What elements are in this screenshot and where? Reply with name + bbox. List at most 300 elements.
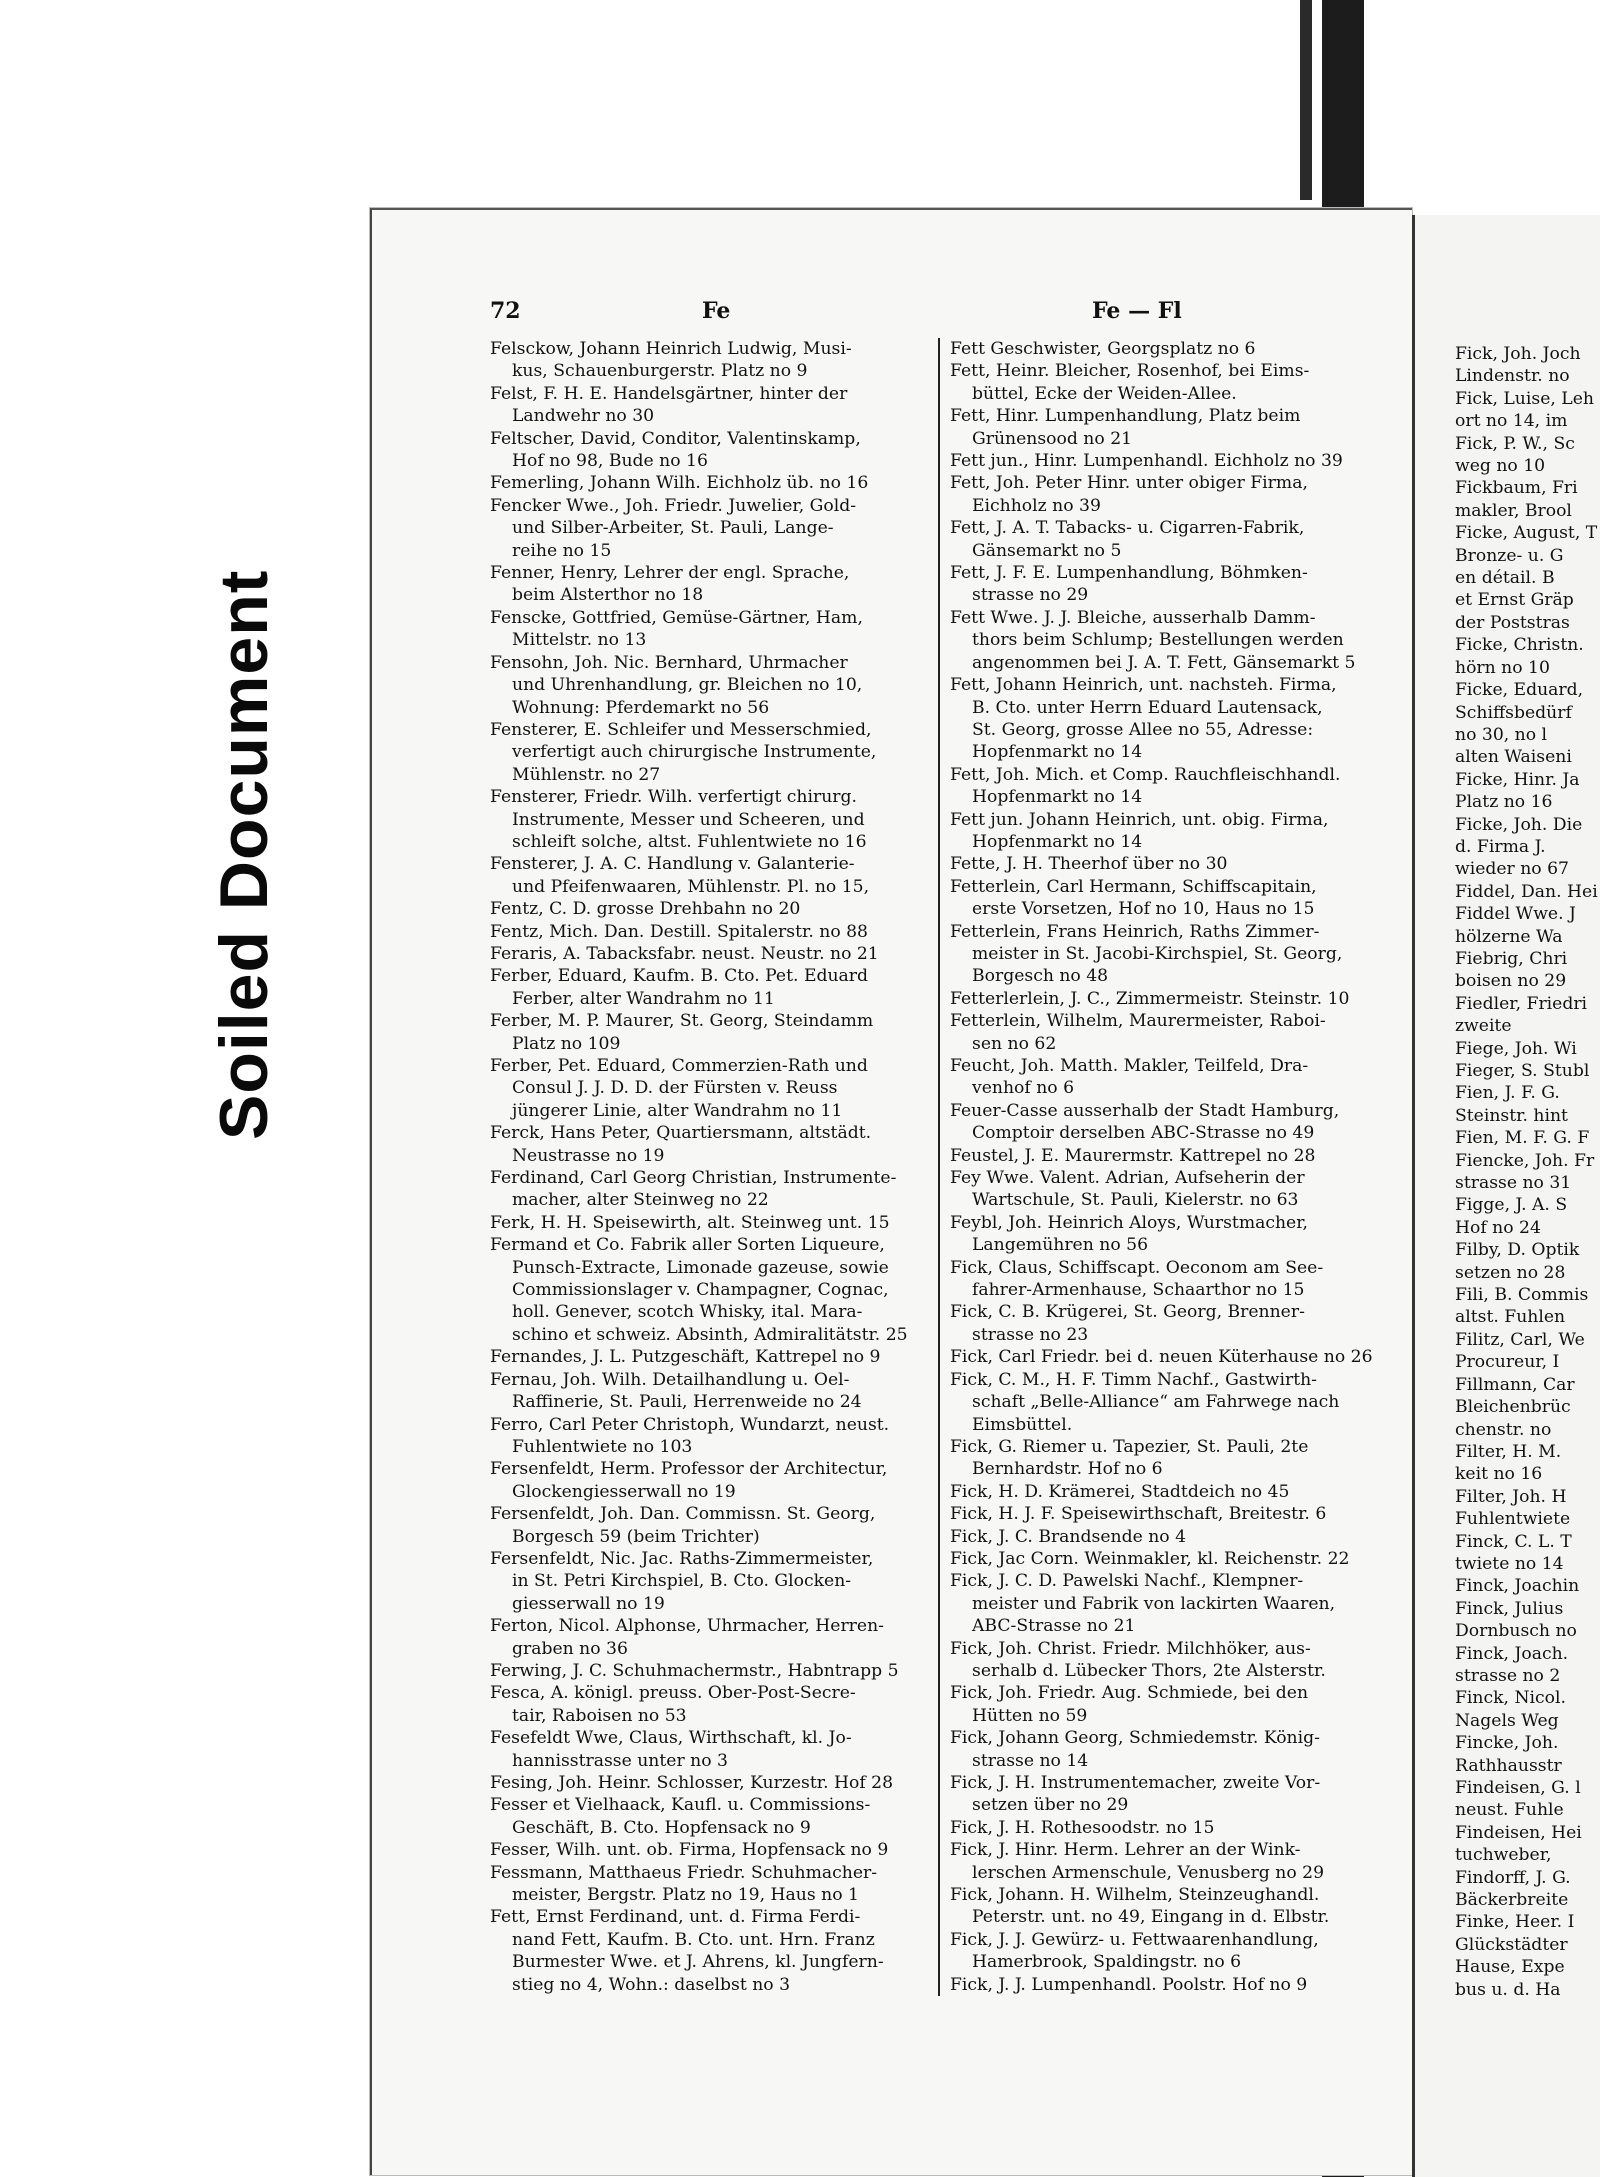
fragment-line: Finck, Joachin — [1455, 1576, 1580, 1597]
fragment-line: zweite — [1455, 1016, 1512, 1037]
fragment-line: no 30, no l — [1455, 724, 1548, 745]
directory-entry — [490, 1503, 940, 1548]
fragment-line: Figge, J. A. S — [1455, 1195, 1568, 1216]
entry-line: büttel, Ecke der Weiden-Allee. — [972, 383, 1237, 404]
entry-line: fahrer-Armenhause, Schaarthor no 15 — [972, 1280, 1305, 1301]
directory-entry — [490, 786, 940, 853]
entry-line: Hopfenmarkt no 14 — [972, 787, 1143, 808]
entry-line: Fermand et Co. Fabrik aller Sorten Liqueure, — [490, 1235, 885, 1256]
directory-entry — [490, 1346, 940, 1368]
entry-line: Fick, Joh. Friedr. Aug. Schmiede, bei den — [950, 1683, 1309, 1704]
entry-line: kus, Schauenburgerstr. Platz no 9 — [512, 361, 808, 382]
entry-line: Hof no 98, Bude no 16 — [512, 451, 708, 472]
entry-line: Fick, C. B. Krügerei, St. Georg, Brenner- — [950, 1302, 1305, 1323]
fragment-line: Fincke, Joh. — [1455, 1733, 1559, 1754]
fragment-line: Fiddel, Dan. Hei — [1455, 881, 1598, 902]
fragment-line: Fick, Joh. Joch — [1455, 344, 1581, 364]
fragment-line: Finck, C. L. T — [1455, 1531, 1572, 1552]
entry-line: Fesser, Wilh. unt. ob. Firma, Hopfensack no 9 — [490, 1840, 889, 1861]
directory-entry — [490, 943, 940, 965]
page-number: 72 — [490, 298, 521, 324]
directory-entry — [950, 921, 1398, 988]
dark-background-corner — [1300, 0, 1312, 200]
directory-entry — [950, 472, 1398, 517]
entry-line: angenommen bei J. A. T. Fett, Gänsemarkt 5 — [972, 652, 1356, 673]
fragment-line: twiete no 14 — [1455, 1553, 1564, 1574]
entry-line: Feltscher, David, Conditor, Valentinskamp, — [490, 428, 861, 449]
entry-line: Fersenfeldt, Joh. Dan. Commissn. St. Georg, — [490, 1504, 876, 1525]
left-running-head: Fe — [702, 298, 731, 324]
fragment-line: Filitz, Carl, We — [1455, 1329, 1585, 1350]
entry-line: Fentz, Mich. Dan. Destill. Spitalerstr. no 88 — [490, 921, 868, 942]
entry-line: Fick, C. M., H. F. Timm Nachf., Gastwirth- — [950, 1369, 1317, 1390]
entry-line: Fessmann, Matthaeus Friedr. Schuhmacher- — [490, 1862, 878, 1883]
directory-entry — [490, 898, 940, 920]
fragment-line: Fiedler, Friedri — [1455, 993, 1588, 1014]
entry-line: Fetterlerlein, J. C., Zimmermeistr. Steinstr. 10 — [950, 988, 1350, 1009]
entry-line: lerschen Armenschule, Venusberg no 29 — [972, 1862, 1325, 1883]
fragment-line: strasse no 31 — [1455, 1173, 1572, 1194]
entry-line: Mittelstr. no 13 — [512, 630, 647, 651]
directory-entry — [950, 1570, 1398, 1637]
entry-line: Fensterer, E. Schleifer und Messerschmied, — [490, 719, 872, 740]
entry-line: Langemühren no 56 — [972, 1235, 1149, 1256]
entry-line: Eimsbüttel. — [972, 1414, 1073, 1435]
entry-line: Fernau, Joh. Wilh. Detailhandlung u. Oel- — [490, 1369, 850, 1390]
fragment-line: der Poststras — [1455, 612, 1570, 633]
fragment-line: bus u. d. Ha — [1455, 1979, 1561, 2000]
directory-entry — [950, 1346, 1398, 1368]
entry-line: Feraris, A. Tabacksfabr. neust. Neustr. no 21 — [490, 943, 879, 964]
directory-entry — [490, 1862, 940, 1907]
entry-line: Fick, J. C. Brandsende no 4 — [950, 1526, 1187, 1547]
directory-entry — [490, 965, 940, 1010]
entry-line: Fenscke, Gottfried, Gemüse-Gärtner, Ham, — [490, 607, 863, 628]
entry-line: Geschäft, B. Cto. Hopfensack no 9 — [512, 1817, 811, 1838]
entry-line: verfertigt auch chirurgische Instrumente, — [512, 742, 877, 763]
entry-line: Fick, J. H. Instrumentemacher, zweite Vor- — [950, 1773, 1321, 1793]
fragment-line: neust. Fuhle — [1455, 1800, 1564, 1821]
entry-line: macher, alter Steinweg no 22 — [512, 1190, 769, 1211]
entry-line: strasse no 14 — [972, 1750, 1089, 1771]
directory-entry — [950, 988, 1398, 1010]
entry-line: Fersenfeldt, Nic. Jac. Raths-Zimmermeister, — [490, 1548, 874, 1569]
directory-entry — [950, 1167, 1398, 1212]
entry-line: graben no 36 — [512, 1638, 628, 1659]
fragment-line: Bäckerbreite — [1455, 1890, 1569, 1911]
entry-line: und Uhrenhandlung, gr. Bleichen no 10, — [512, 675, 863, 696]
entry-line: Fett, J. F. E. Lumpenhandlung, Böhmken- — [950, 563, 1308, 584]
fragment-line: Filter, Joh. H — [1455, 1486, 1567, 1507]
left-column — [490, 338, 940, 1996]
entry-line: Fesser et Vielhaack, Kaufl. u. Commissions- — [490, 1795, 871, 1816]
fragment-line: Fillmann, Car — [1455, 1374, 1575, 1395]
entry-line: Fick, J. J. Gewürz- u. Fettwaarenhandlung, — [950, 1929, 1319, 1950]
entry-line: holl. Genever, scotch Whisky, ital. Mara- — [512, 1302, 863, 1323]
entry-line: Borgesch no 48 — [972, 966, 1109, 987]
entry-line: Comptoir derselben ABC-Strasse no 49 — [972, 1123, 1315, 1144]
entry-line: Fick, Joh. Christ. Friedr. Milchhöker, aus- — [950, 1638, 1311, 1659]
fragment-line: ort no 14, im — [1455, 411, 1568, 432]
fragment-line: et Ernst Gräp — [1455, 590, 1574, 611]
entry-line: schleift solche, altst. Fuhlentwiete no 16 — [512, 831, 867, 852]
fragment-line: Platz no 16 — [1455, 792, 1553, 813]
entry-line: Fencker Wwe., Joh. Friedr. Juwelier, Gold- — [490, 495, 857, 516]
fragment-line: Fick, P. W., Sc — [1455, 433, 1575, 454]
entry-line: Eichholz no 39 — [972, 495, 1101, 516]
entry-line: Gänsemarkt no 5 — [972, 540, 1122, 561]
directory-entry — [950, 607, 1398, 674]
entry-line: ABC-Strasse no 21 — [972, 1616, 1136, 1637]
entry-line: Fensohn, Joh. Nic. Bernhard, Uhrmacher — [490, 652, 848, 673]
directory-entry — [490, 562, 940, 607]
entry-line: strasse no 29 — [972, 585, 1089, 606]
fragment-line: Nagels Weg — [1455, 1710, 1559, 1731]
entry-line: Fette, J. H. Theerhof über no 30 — [950, 854, 1228, 875]
directory-entry — [950, 1145, 1398, 1167]
entry-line: Feucht, Joh. Matth. Makler, Teilfeld, Dra- — [950, 1056, 1309, 1076]
entry-line: erste Vorsetzen, Hof no 10, Haus no 15 — [972, 899, 1315, 920]
directory-entry — [950, 1772, 1398, 1817]
entry-line: Ferton, Nicol. Alphonse, Uhrmacher, Herren- — [490, 1616, 884, 1637]
directory-entry — [490, 338, 940, 383]
fragment-line: Findorff, J. G. — [1455, 1867, 1571, 1888]
entry-line: Neustrasse no 19 — [512, 1145, 665, 1166]
entry-line: Ferber, Eduard, Kaufm. B. Cto. Pet. Eduard — [490, 966, 869, 987]
entry-line: Ferber, alter Wandrahm no 11 — [512, 988, 775, 1009]
entry-line: Fett, Ernst Ferdinand, unt. d. Firma Ferdi- — [490, 1907, 861, 1928]
entry-line: strasse no 23 — [972, 1324, 1089, 1345]
directory-page — [370, 208, 1412, 2175]
entry-line: setzen über no 29 — [972, 1795, 1129, 1816]
entry-line: Ferro, Carl Peter Christoph, Wundarzt, neust. — [490, 1414, 890, 1435]
entry-line: Ferk, H. H. Speisewirth, alt. Steinweg unt. 15 — [490, 1212, 890, 1233]
fragment-line: d. Firma J. — [1455, 836, 1546, 857]
fragment-line: Fiencke, Joh. Fr — [1455, 1150, 1595, 1171]
entry-line: Felst, F. H. E. Handelsgärtner, hinter der — [490, 383, 848, 404]
directory-entry — [950, 1436, 1398, 1481]
entry-line: Hütten no 59 — [972, 1705, 1088, 1726]
entry-line: Fick, J. J. Lumpenhandl. Poolstr. Hof no 9 — [950, 1974, 1308, 1995]
directory-entry — [950, 1727, 1398, 1772]
fragment-line: Lindenstr. no — [1455, 366, 1570, 387]
directory-entry — [490, 1458, 940, 1503]
directory-entry — [950, 360, 1398, 405]
directory-entry — [490, 1055, 940, 1122]
entry-line: Feybl, Joh. Heinrich Aloys, Wurstmacher, — [950, 1212, 1309, 1233]
entry-line: Borgesch 59 (beim Trichter) — [512, 1526, 760, 1547]
directory-entry — [490, 1906, 940, 1996]
fragment-line: Findeisen, G. l — [1455, 1778, 1581, 1798]
entry-line: Grünensood no 21 — [972, 428, 1133, 449]
directory-entry — [490, 472, 940, 494]
middle-column — [938, 338, 1398, 1996]
directory-entry — [490, 607, 940, 652]
entry-line: serhalb d. Lübecker Thors, 2te Alsterstr. — [972, 1660, 1326, 1681]
fragment-line: Finck, Joach. — [1455, 1643, 1569, 1664]
fragment-line: Finck, Julius — [1455, 1598, 1564, 1619]
entry-line: Fett, Joh. Peter Hinr. unter obiger Firma, — [950, 473, 1308, 494]
fragment-line: Bleichenbrüc — [1455, 1397, 1571, 1418]
directory-entry — [950, 1839, 1398, 1884]
entry-line: Raffinerie, St. Pauli, Herrenweide no 24 — [512, 1392, 862, 1413]
directory-entry — [490, 853, 940, 898]
directory-entry — [950, 338, 1398, 360]
directory-entry — [950, 853, 1398, 875]
entry-line: Landwehr no 30 — [512, 406, 655, 427]
next-page-edge — [1412, 215, 1600, 2177]
entry-line: Fetterlein, Frans Heinrich, Raths Zimmer- — [950, 921, 1320, 942]
directory-entry — [950, 1301, 1398, 1346]
entry-line: Mühlenstr. no 27 — [512, 764, 661, 785]
fragment-line: Fuhlentwiete — [1455, 1509, 1571, 1530]
fragment-line: Fick, Luise, Leh — [1455, 388, 1594, 409]
fragment-line: Ficke, Eduard, — [1455, 680, 1584, 701]
fragment-line: Ficke, Christn. — [1455, 635, 1584, 656]
entry-line: B. Cto. unter Herrn Eduard Lautensack, — [972, 697, 1323, 718]
fragment-line: setzen no 28 — [1455, 1262, 1566, 1283]
directory-entry — [950, 1974, 1398, 1996]
directory-entry — [490, 1615, 940, 1660]
entry-line: Fesing, Joh. Heinr. Schlosser, Kurzestr. Hof 28 — [490, 1773, 894, 1793]
fragment-line: Fien, M. F. G. F — [1455, 1128, 1590, 1149]
fragment-line: Fickbaum, Fri — [1455, 478, 1578, 499]
entry-line: Fick, Jac Corn. Weinmakler, kl. Reichenstr. 22 — [950, 1548, 1350, 1569]
directory-entry — [950, 562, 1398, 607]
entry-line: Fersenfeldt, Herm. Professor der Architectur, — [490, 1459, 888, 1480]
directory-entry — [490, 1369, 940, 1414]
entry-line: Fick, G. Riemer u. Tapezier, St. Pauli, 2te — [950, 1436, 1309, 1457]
entry-line: Hopfenmarkt no 14 — [972, 831, 1143, 852]
directory-entry — [490, 1212, 940, 1234]
directory-entry — [950, 876, 1398, 921]
entry-line: Fernandes, J. L. Putzgeschäft, Kattrepel no 9 — [490, 1347, 881, 1368]
entry-line: Fick, J. H. Rothesoodstr. no 15 — [950, 1817, 1215, 1838]
fragment-line: wieder no 67 — [1455, 859, 1569, 880]
fragment-line: chenstr. no — [1455, 1419, 1552, 1440]
fragment-line: Ficke, Hinr. Ja — [1455, 769, 1580, 790]
fragment-line: Glückstädter — [1455, 1934, 1568, 1955]
fragment-line: Fiebrig, Chri — [1455, 948, 1568, 969]
entry-line: beim Alsterthor no 18 — [512, 585, 704, 606]
entry-line: Fick, Johann Georg, Schmiedemstr. König- — [950, 1728, 1320, 1749]
entry-line: hannisstrasse unter no 3 — [512, 1750, 728, 1771]
directory-entry — [490, 1414, 940, 1459]
entry-line: Wohnung: Pferdemarkt no 56 — [512, 697, 770, 718]
directory-entry — [490, 1794, 940, 1839]
fragment-line: Hof no 24 — [1455, 1217, 1541, 1238]
entry-line: Fensterer, J. A. C. Handlung v. Galanterie- — [490, 854, 855, 875]
fragment-line: Filby, D. Optik — [1455, 1240, 1580, 1261]
entry-line: Punsch-Extracte, Limonade gazeuse, sowie — [512, 1257, 889, 1278]
fragment-line: Schiffsbedürf — [1455, 702, 1572, 723]
right-column-fragment — [1433, 343, 1600, 2001]
entry-line: Commissionslager v. Champagner, Cognac, — [512, 1280, 889, 1301]
entry-line: Bernhardstr. Hof no 6 — [972, 1459, 1163, 1480]
entry-line: Glockengiesserwall no 19 — [512, 1481, 736, 1502]
entry-line: Hamerbrook, Spaldingstr. no 6 — [972, 1952, 1242, 1973]
fragment-line: Fili, B. Commis — [1455, 1285, 1589, 1306]
directory-entry — [950, 1884, 1398, 1929]
entry-line: Fick, H. D. Krämerei, Stadtdeich no 45 — [950, 1481, 1290, 1502]
entry-line: Fett, Johann Heinrich, unt. nachsteh. Firma, — [950, 675, 1337, 696]
entry-line: meister in St. Jacobi-Kirchspiel, St. Georg, — [972, 943, 1343, 964]
fragment-line: Fien, J. F. G. — [1455, 1083, 1560, 1104]
entry-line: Ferber, Pet. Eduard, Commerzien-Rath und — [490, 1056, 868, 1076]
fragment-line: makler, Brool — [1455, 500, 1572, 521]
entry-line: Burmester Wwe. et J. Ahrens, kl. Jungfern- — [512, 1952, 884, 1973]
directory-entry — [950, 764, 1398, 809]
entry-line: Fett jun. Johann Heinrich, unt. obig. Firma, — [950, 809, 1329, 830]
entry-line: Fick, Carl Friedr. bei d. neuen Küterhause no 26 — [950, 1347, 1373, 1368]
entry-line: Peterstr. unt. no 49, Eingang in d. Elbstr. — [972, 1907, 1330, 1928]
directory-entry — [950, 1481, 1398, 1503]
directory-entry — [490, 1772, 940, 1794]
directory-entry — [490, 719, 940, 786]
entry-line: Fesca, A. königl. preuss. Ober-Post-Secre- — [490, 1683, 856, 1704]
directory-entry — [950, 809, 1398, 854]
entry-line: Fenner, Henry, Lehrer der engl. Sprache, — [490, 563, 850, 584]
fragment-line: strasse no 2 — [1455, 1665, 1561, 1686]
entry-line: Fett, Joh. Mich. et Comp. Rauchfleischhandl. — [950, 764, 1341, 785]
entry-line: in St. Petri Kirchspiel, B. Cto. Glocken- — [512, 1571, 852, 1592]
directory-entry — [950, 674, 1398, 764]
fragment-line: Procureur, I — [1455, 1352, 1560, 1373]
directory-entry — [950, 1010, 1398, 1055]
entry-line: Instrumente, Messer und Scheeren, und — [512, 809, 865, 830]
fragment-line: Fieger, S. Stubl — [1455, 1061, 1590, 1081]
fragment-line: Fiddel Wwe. J — [1455, 904, 1576, 925]
directory-entry — [950, 1503, 1398, 1525]
entry-line: meister, Bergstr. Platz no 19, Haus no 1 — [512, 1885, 859, 1906]
directory-entry — [490, 652, 940, 719]
directory-entry — [950, 405, 1398, 450]
directory-entry — [950, 1817, 1398, 1839]
entry-line: Fett, Heinr. Bleicher, Rosenhof, bei Eims- — [950, 361, 1310, 382]
entry-line: Fick, Claus, Schiffscapt. Oeconom am See- — [950, 1257, 1324, 1278]
fragment-line: Dornbusch no — [1455, 1621, 1577, 1642]
entry-line: Fett, J. A. T. Tabacks- u. Cigarren-Fabrik, — [950, 518, 1305, 539]
entry-line: Fey Wwe. Valent. Adrian, Aufseherin der — [950, 1168, 1305, 1189]
directory-entry — [490, 495, 940, 562]
entry-line: schino et schweiz. Absinth, Admiralitätstr. 25 — [512, 1324, 908, 1345]
entry-line: Fentz, C. D. grosse Drehbahn no 20 — [490, 899, 801, 920]
directory-entry — [950, 1929, 1398, 1974]
directory-entry — [490, 1122, 940, 1167]
entry-line: Ferdinand, Carl Georg Christian, Instrumente- — [490, 1168, 897, 1189]
directory-entry — [950, 1548, 1398, 1570]
entry-line: venhof no 6 — [972, 1078, 1075, 1099]
fragment-line: tuchweber, — [1455, 1845, 1552, 1866]
directory-entry — [950, 1369, 1398, 1436]
fragment-line: Findeisen, Hei — [1455, 1822, 1582, 1843]
entry-line: Wartschule, St. Pauli, Kielerstr. no 63 — [972, 1190, 1299, 1211]
entry-line: Fensterer, Friedr. Wilh. verfertigt chirurg. — [490, 787, 857, 808]
entry-line: Consul J. J. D. D. der Fürsten v. Reuss — [512, 1078, 838, 1099]
directory-entry — [490, 1167, 940, 1212]
fragment-line: alten Waiseni — [1455, 747, 1572, 768]
directory-entry — [950, 1212, 1398, 1257]
directory-entry — [950, 517, 1398, 562]
entry-line: giesserwall no 19 — [512, 1593, 665, 1614]
entry-line: St. Georg, grosse Allee no 55, Adresse: — [972, 719, 1314, 740]
directory-entry — [950, 1100, 1398, 1145]
directory-entry — [950, 1055, 1398, 1100]
entry-line: Feustel, J. E. Maurermstr. Kattrepel no 28 — [950, 1145, 1316, 1166]
directory-entry — [490, 1839, 940, 1861]
directory-entry — [490, 1548, 940, 1615]
entry-line: Ferber, M. P. Maurer, St. Georg, Steindamm — [490, 1011, 874, 1032]
directory-entry — [950, 1257, 1398, 1302]
fragment-line: en détail. B — [1455, 568, 1555, 589]
fragment-line: boisen no 29 — [1455, 971, 1567, 992]
entry-line: jüngerer Linie, alter Wandrahm no 11 — [512, 1100, 843, 1121]
fragment-line: Steinstr. hint — [1455, 1105, 1568, 1126]
entry-line: Fett jun., Hinr. Lumpenhandl. Eichholz no 39 — [950, 451, 1343, 472]
directory-entry — [490, 1660, 940, 1682]
directory-entry — [490, 1682, 940, 1727]
directory-entry — [490, 921, 940, 943]
entry-line: Fick, Johann. H. Wilhelm, Steinzeughandl. — [950, 1885, 1320, 1906]
mid-running-head: Fe — Fl — [1092, 298, 1182, 324]
fragment-line: Finke, Heer. I — [1455, 1912, 1575, 1933]
soiled-document-stamp: Soiled Document — [206, 569, 282, 1140]
entry-line: Hopfenmarkt no 14 — [972, 742, 1143, 763]
fragment-line: altst. Fuhlen — [1455, 1307, 1566, 1328]
directory-entry — [950, 1682, 1398, 1727]
entry-line: Fick, J. C. D. Pawelski Nachf., Klempner- — [950, 1571, 1304, 1592]
fragment-line: hörn no 10 — [1455, 657, 1550, 678]
directory-entry — [950, 450, 1398, 472]
fragment-line: Finck, Nicol. — [1455, 1688, 1566, 1709]
fragment-line: weg no 10 — [1455, 456, 1546, 477]
entry-line: stieg no 4, Wohn.: daselbst no 3 — [512, 1974, 791, 1995]
entry-line: Fett Wwe. J. J. Bleiche, ausserhalb Damm- — [950, 607, 1316, 628]
entry-line: Ferck, Hans Peter, Quartiersmann, altstädt. — [490, 1123, 872, 1144]
entry-line: Fick, H. J. F. Speisewirthschaft, Breitestr. 6 — [950, 1504, 1327, 1525]
entry-line: Ferwing, J. C. Schuhmachermstr., Habntrapp 5 — [490, 1660, 899, 1681]
entry-line: und Pfeifenwaaren, Mühlenstr. Pl. no 15, — [512, 876, 870, 897]
entry-line: Femerling, Johann Wilh. Eichholz üb. no 16 — [490, 473, 869, 494]
entry-line: meister und Fabrik von lackirten Waaren, — [972, 1593, 1336, 1614]
fragment-line: Filter, H. M. — [1455, 1441, 1562, 1462]
entry-line: Fuhlentwiete no 103 — [512, 1436, 693, 1457]
entry-line: Fett Geschwister, Georgsplatz no 6 — [950, 339, 1256, 359]
entry-line: reihe no 15 — [512, 540, 612, 561]
entry-line: Fesefeldt Wwe, Claus, Wirthschaft, kl. Jo- — [490, 1728, 852, 1749]
entry-line: Fett, Hinr. Lumpenhandlung, Platz beim — [950, 406, 1301, 427]
directory-entry — [490, 428, 940, 473]
entry-line: schaft „Belle-Alliance“ am Fahrwege nach — [972, 1392, 1340, 1413]
entry-line: sen no 62 — [972, 1033, 1057, 1054]
entry-line: nand Fett, Kaufm. B. Cto. unt. Hrn. Franz — [512, 1929, 875, 1950]
entry-line: und Silber-Arbeiter, St. Pauli, Lange- — [512, 518, 834, 539]
directory-entry — [490, 383, 940, 428]
fragment-line: keit no 16 — [1455, 1464, 1543, 1485]
directory-entry — [490, 1010, 940, 1055]
fragment-line: Bronze- u. G — [1455, 545, 1564, 566]
entry-line: Fetterlein, Carl Hermann, Schiffscapitain, — [950, 876, 1317, 897]
entry-line: Platz no 109 — [512, 1033, 621, 1054]
fragment-line: Fiege, Joh. Wi — [1455, 1038, 1577, 1059]
fragment-line: Ficke, Joh. Die — [1455, 814, 1583, 835]
entry-line: thors beim Schlump; Bestellungen werden — [972, 630, 1344, 651]
directory-entry — [950, 1638, 1398, 1683]
entry-line: Fick, J. Hinr. Herm. Lehrer an der Wink- — [950, 1840, 1301, 1861]
fragment-line: Rathhausstr — [1455, 1755, 1562, 1776]
entry-line: Felsckow, Johann Heinrich Ludwig, Musi- — [490, 339, 852, 359]
fragment-line: Hause, Expe — [1455, 1957, 1565, 1978]
